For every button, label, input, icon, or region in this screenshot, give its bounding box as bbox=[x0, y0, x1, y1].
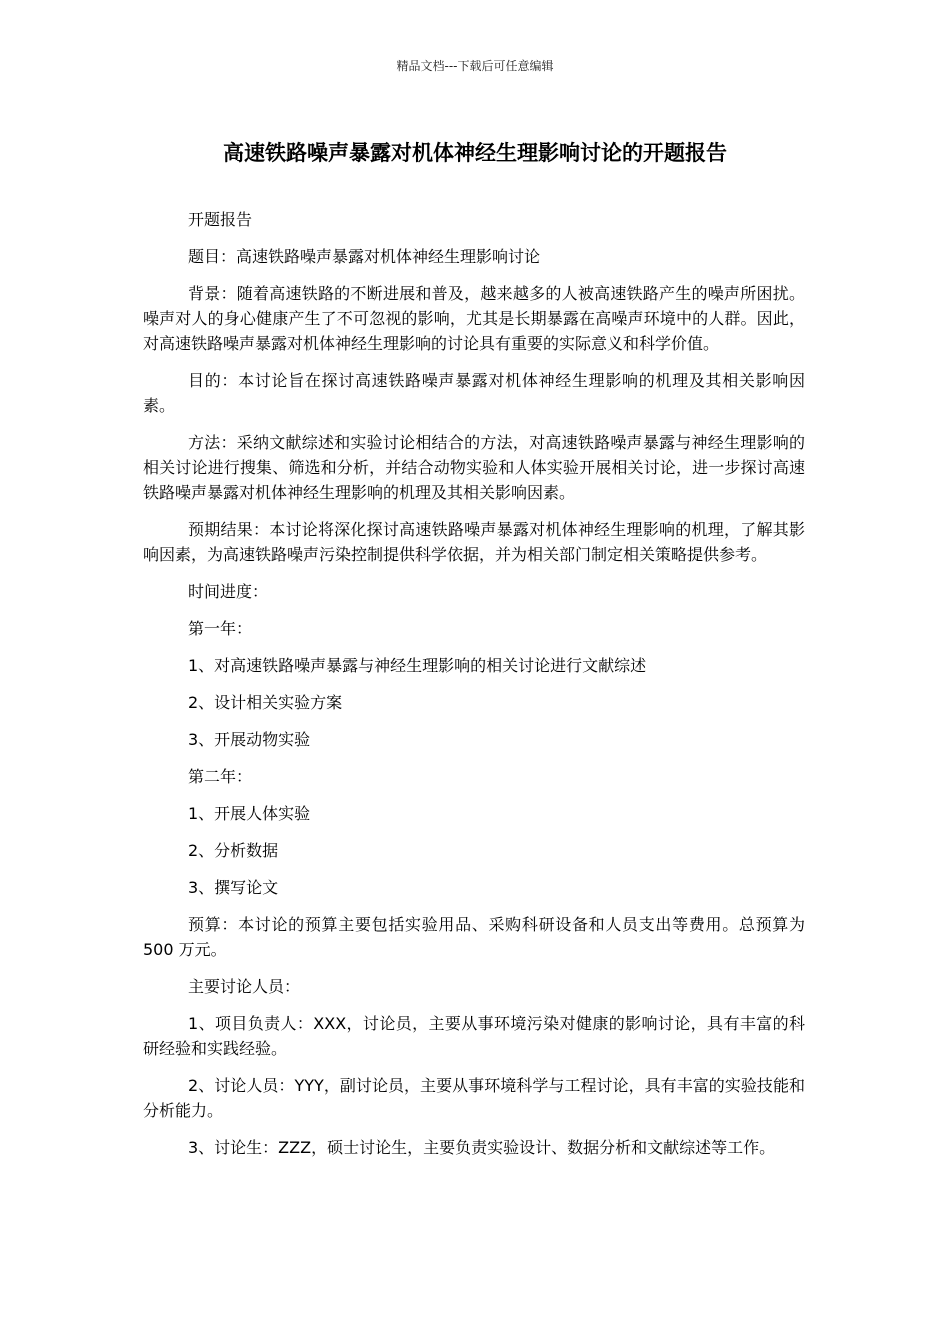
list-item: 3、撰写论文 bbox=[188, 878, 279, 897]
paragraph-schedule-heading: 时间进度： bbox=[188, 582, 269, 601]
list-item: 1、开展人体实验 bbox=[188, 804, 311, 823]
paragraph-year-two: 第二年： bbox=[188, 767, 253, 786]
paragraph-topic: 题目：高速铁路噪声暴露对机体神经生理影响讨论 bbox=[188, 247, 541, 266]
list-item: 1、项目负责人：XXX，讨论员，主要从事环境污染对健康的影响讨论，具有丰富的科研经验和实践经验。 bbox=[143, 1014, 805, 1058]
paragraph-year-one: 第一年： bbox=[188, 619, 253, 638]
document-body bbox=[143, 207, 805, 1172]
paragraph-method: 方法：采纳文献综述和实验讨论相结合的方法，对高速铁路噪声暴露与神经生理影响的相关讨论进行搜集、筛选和分析，并结合动物实验和人体实验开展相关讨论，进一步探讨高速铁路噪声暴露对机体神经生理影响的机理及其相关影响因素。 bbox=[143, 433, 805, 502]
paragraph-label: 开题报告 bbox=[188, 210, 253, 229]
paragraph-background: 背景：随着高速铁路的不断进展和普及，越来越多的人被高速铁路产生的噪声所困扰。噪声对人的身心健康产生了不可忽视的影响，尤其是长期暴露在高噪声环境中的人群。因此，对高速铁路噪声暴露对机体神经生理影响的讨论具有重要的实际意义和科学价值。 bbox=[143, 284, 805, 353]
paragraph-budget: 预算：本讨论的预算主要包括实验用品、采购科研设备和人员支出等费用。总预算为 500 万元。 bbox=[143, 915, 805, 959]
header-note: 精品文档---下载后可任意编辑 bbox=[396, 59, 554, 73]
list-item: 2、讨论人员：YYY，副讨论员，主要从事环境科学与工程讨论，具有丰富的实验技能和分析能力。 bbox=[143, 1076, 805, 1120]
document-title: 高速铁路噪声暴露对机体神经生理影响讨论的开题报告 bbox=[223, 141, 727, 165]
list-item: 1、对高速铁路噪声暴露与神经生理影响的相关讨论进行文献综述 bbox=[188, 656, 647, 675]
list-item: 3、开展动物实验 bbox=[188, 730, 311, 749]
list-item: 2、设计相关实验方案 bbox=[188, 693, 343, 712]
paragraph-purpose: 目的：本讨论旨在探讨高速铁路噪声暴露对机体神经生理影响的机理及其相关影响因素。 bbox=[143, 371, 805, 415]
list-item: 3、讨论生：ZZZ，硕士讨论生，主要负责实验设计、数据分析和文献综述等工作。 bbox=[188, 1138, 776, 1157]
paragraph-expected-results: 预期结果：本讨论将深化探讨高速铁路噪声暴露对机体神经生理影响的机理，了解其影响因素，为高速铁路噪声污染控制提供科学依据，并为相关部门制定相关策略提供参考。 bbox=[143, 520, 805, 564]
paragraph-personnel-heading: 主要讨论人员： bbox=[188, 977, 301, 996]
list-item: 2、分析数据 bbox=[188, 841, 279, 860]
